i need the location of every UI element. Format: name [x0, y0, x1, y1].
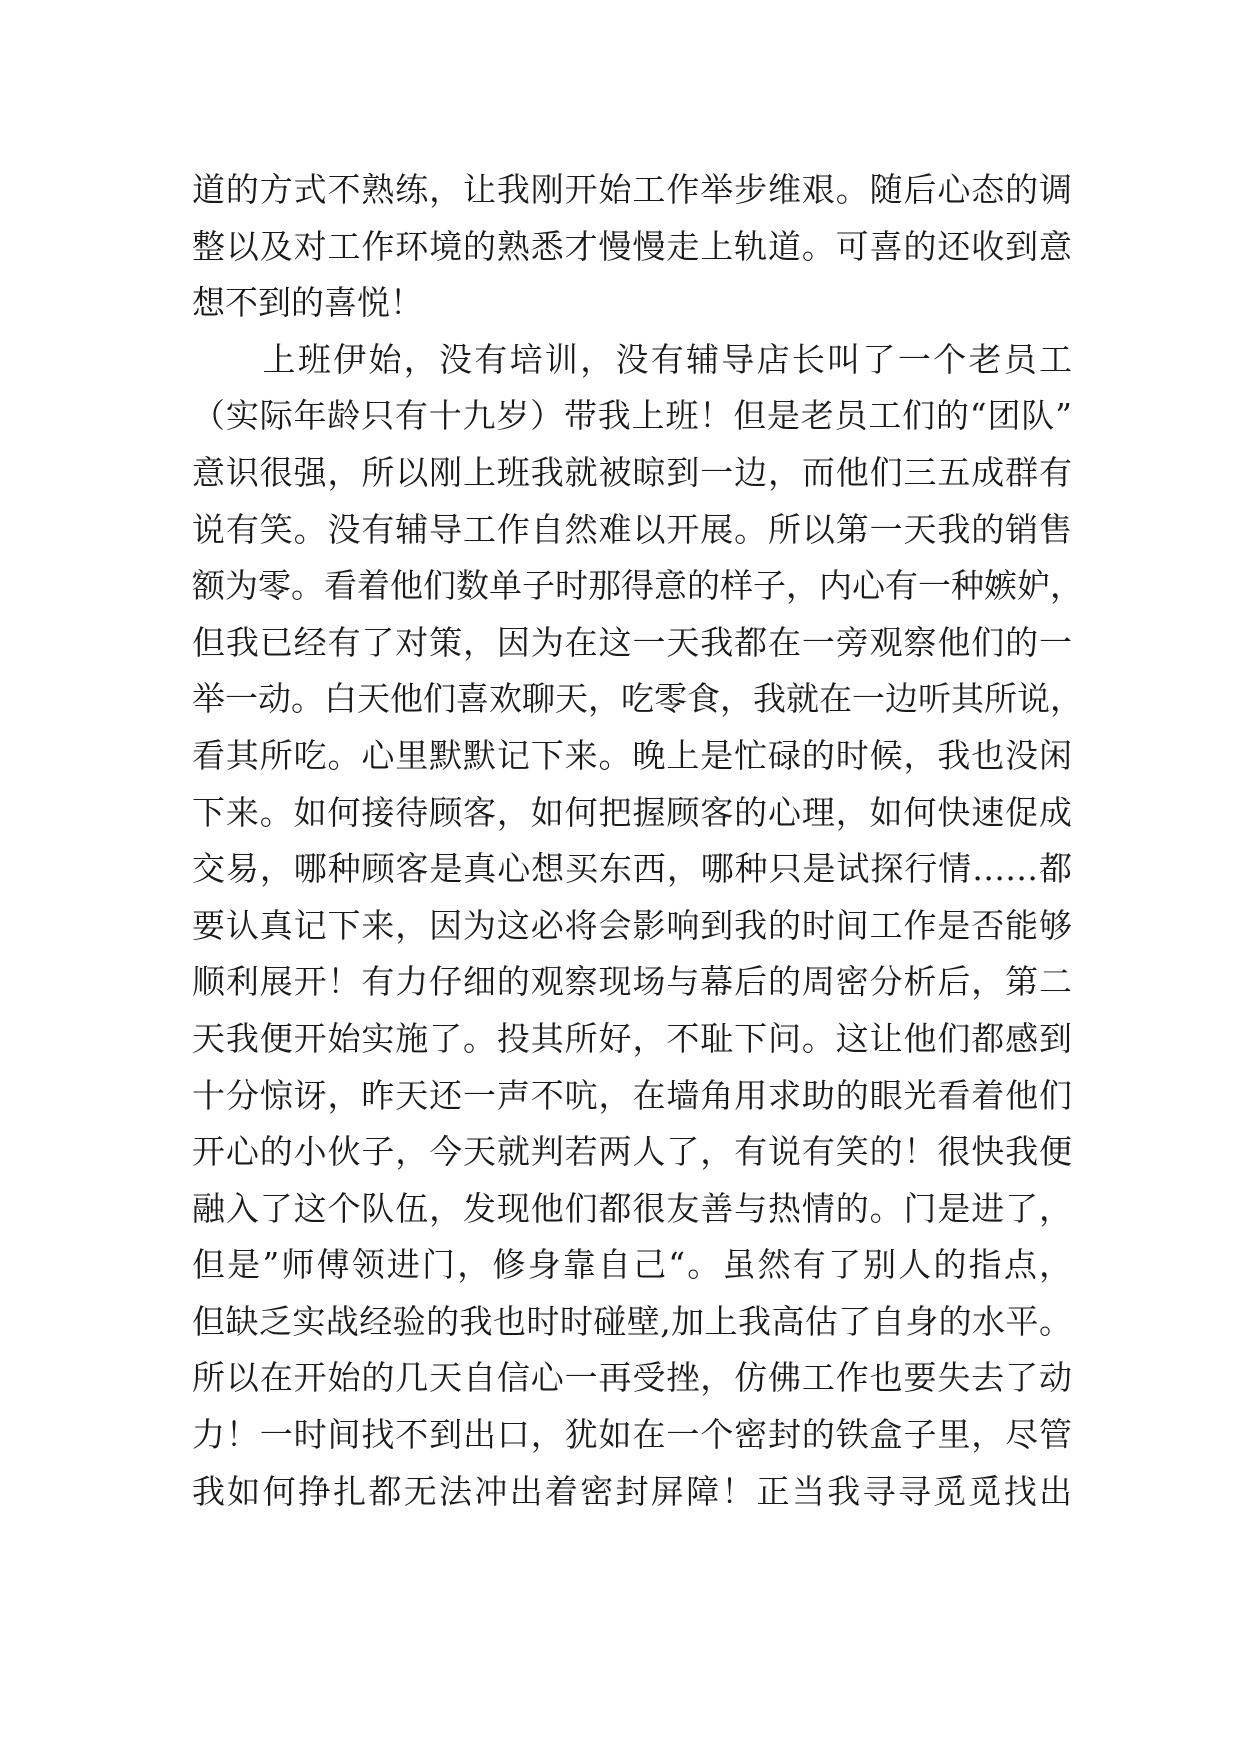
text-line: 要认真记下来，因为这必将会影响到我的时间工作是否能够: [192, 905, 1072, 945]
text-line: 下来。如何接待顾客，如何把握顾客的心理，如何快速促成: [192, 792, 1072, 832]
text-line: 想不到的喜悦！: [192, 283, 423, 323]
text-line: 整以及对工作环境的熟悉才慢慢走上轨道。可喜的还收到意: [192, 226, 1072, 266]
text-line: 融入了这个队伍，发现他们都很友善与热情的。门是进了，: [192, 1188, 1072, 1228]
text-line: 力！一时间找不到出口，犹如在一个密封的铁盒子里，尽管: [192, 1415, 1072, 1455]
text-line: 交易，哪种顾客是真心想买东西，哪种只是试探行情……都: [192, 849, 1072, 889]
text-line: 所以在开始的几天自信心一再受挫，仿佛工作也要失去了动: [192, 1358, 1072, 1398]
text-line: 上班伊始，没有培训，没有辅导店长叫了一个老员工: [192, 339, 1072, 379]
text-line: 道的方式不熟练，让我刚开始工作举步维艰。随后心态的调: [192, 170, 1072, 209]
text-line: 我如何挣扎都无法冲出着密封屏障！正当我寻寻觅觅找出: [192, 1471, 1072, 1511]
text-line: 说有笑。没有辅导工作自然难以开展。所以第一天我的销售: [192, 509, 1072, 549]
text-line: 十分惊讶，昨天还一声不吭，在墙角用求助的眼光看着他们: [192, 1075, 1072, 1115]
text-line: 天我便开始实施了。投其所好，不耻下问。这让他们都感到: [192, 1018, 1072, 1058]
text-line: （实际年龄只有十九岁）带我上班！但是老员工们的“团队”: [192, 396, 1072, 436]
text-line: 但是”师傅领进门，修身靠自己“。虽然有了别人的指点，: [192, 1245, 1072, 1285]
text-line: 看其所吃。心里默默记下来。晚上是忙碌的时候，我也没闲: [192, 735, 1072, 775]
text-line: 顺利展开！有力仔细的观察现场与幕后的周密分析后，第二: [192, 962, 1072, 1002]
text-line: 额为零。看着他们数单子时那得意的样子，内心有一种嫉妒，: [192, 566, 1083, 606]
text-line: 开心的小伙子，今天就判若两人了，有说有笑的！很快我便: [192, 1132, 1072, 1172]
text-line: 举一动。白天他们喜欢聊天，吃零食，我就在一边听其所说，: [192, 679, 1083, 719]
text-line: 但我已经有了对策，因为在这一天我都在一旁观察他们的一: [192, 622, 1072, 662]
text-line: [192, 1520, 1072, 1577]
body-text: [192, 162, 1083, 1577]
text-line: 但缺乏实战经验的我也时时碰壁,加上我高估了自身的水平。: [192, 1301, 1072, 1341]
text-line: 意识很强，所以刚上班我就被晾到一边，而他们三五成群有: [192, 452, 1072, 492]
